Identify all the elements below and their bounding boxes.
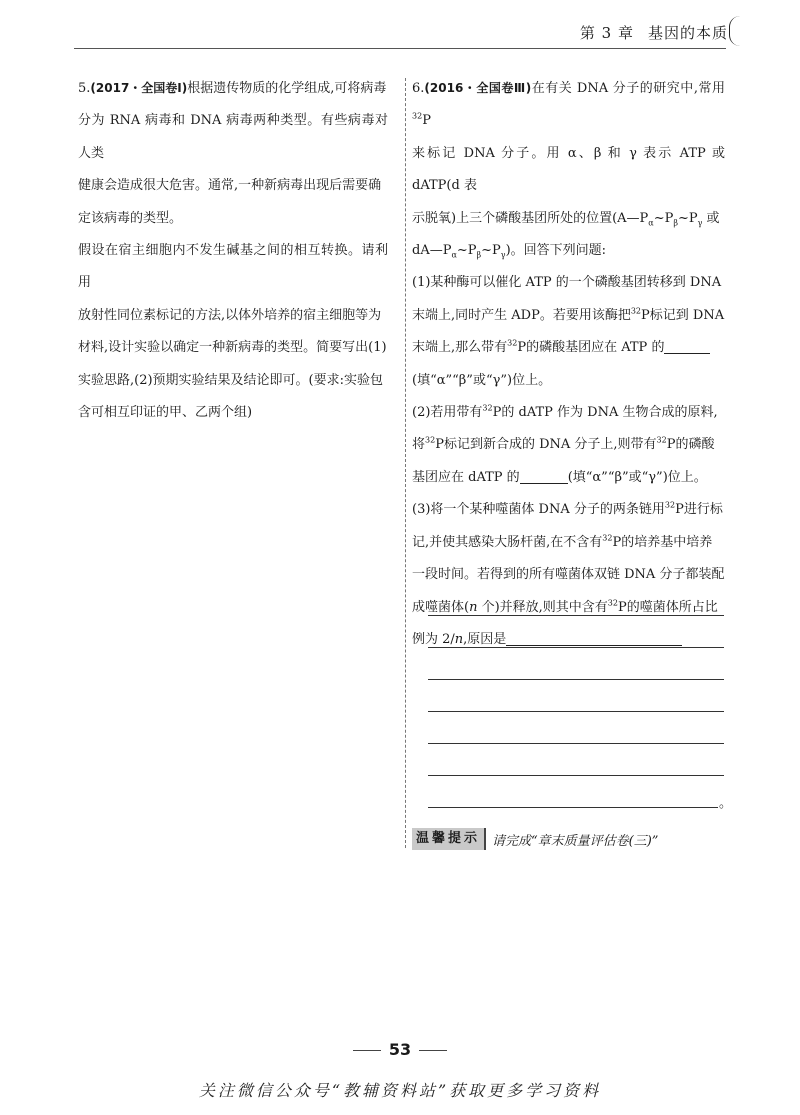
- q6-line: 来标记 DNA 分子。用 α、β 和 γ 表示 ATP 或 dATP(d 表: [412, 145, 725, 194]
- page-number: 53: [0, 1040, 800, 1059]
- answer-line[interactable]: [428, 711, 724, 712]
- chapter-number: 第 3 章: [579, 24, 634, 42]
- q6-line: 6.(2016・全国卷Ⅲ)在有关 DNA 分子的研究中,常用$^{32}$P: [412, 81, 725, 129]
- q5-line: 假设在宿主细胞内不发生碱基之间的相互转换。请利用: [78, 243, 388, 291]
- q5-line: 放射性同位素标记的方法,以体外培养的宿主细胞等为: [78, 307, 382, 323]
- header-bracket-mark: [729, 16, 740, 46]
- answer-blank-2[interactable]: [520, 465, 568, 484]
- q6-line: $dA—P_\alpha\sim P_\beta\sim P_\gamma$)。回答下列问题:: [412, 243, 607, 260]
- q5-line: 实验思路,(2)预期实验结果及结论即可。(要求:实验包: [78, 372, 383, 388]
- q5-line: 分为 RNA 病毒和 DNA 病毒两种类型。有些病毒对人类: [78, 113, 388, 161]
- q5-line: 材料,设计实验以确定一种新病毒的类型。简要写出(1): [78, 340, 387, 356]
- q6-part1: (1)某种酶可以催化 ATP 的一个磷酸基团转移到 DNA: [412, 275, 722, 291]
- answer-blank-1[interactable]: [664, 335, 710, 354]
- chapter-title: 基因的本质: [647, 24, 728, 42]
- tip-text: 请完成“章末质量评估卷(三)”: [492, 833, 659, 849]
- answer-line[interactable]: [428, 647, 724, 648]
- q6-line: 示脱氧)上三个磷酸基团所处的位置($A—P_\alpha\sim P_\beta\sim P_\gamma$ 或: [412, 210, 720, 228]
- answer-line[interactable]: [428, 743, 724, 744]
- q5-line: 5.(2017・全国卷Ⅰ)根据遗传物质的化学组成,可将病毒: [78, 81, 387, 96]
- tip-label: 温馨提示: [412, 828, 486, 850]
- final-period: 。: [718, 796, 732, 811]
- page-dash: [353, 1050, 381, 1051]
- header-rule: [74, 48, 726, 49]
- q6-line: 记,并使其感染大肠杆菌,在不含有$^{32}$P的培养基中培养: [412, 533, 713, 550]
- q6-line: 基团应在 dATP 的 (填“α”“β”或“γ”)位上。: [412, 462, 725, 494]
- q5-line: 健康会造成很大危害。通常,一种新病毒出现后需要确: [78, 178, 382, 194]
- answer-blank-3[interactable]: [506, 627, 682, 646]
- q6-source: (2016・全国卷Ⅲ): [424, 81, 532, 95]
- question-5: [78, 72, 388, 429]
- q6-part3: (3)将一个某种噬菌体 DNA 分子的两条链用$^{32}$P进行标: [412, 500, 723, 518]
- answer-line[interactable]: [428, 615, 724, 616]
- running-header: [580, 22, 728, 43]
- column-divider: [405, 78, 406, 848]
- answer-line[interactable]: [428, 775, 724, 776]
- q6-line: 末端上,那么带有$^{32}$P的磷酸基团应在 ATP 的: [412, 332, 725, 364]
- q6-line: 一段时间。若得到的所有噬菌体双链 DNA 分子都装配: [412, 567, 725, 583]
- q5-source: (2017・全国卷Ⅰ): [90, 81, 188, 95]
- q6-line: (填“α”“β”或“γ”)位上。: [412, 372, 552, 388]
- q6-line: 将$^{32}$P标记到新合成的 DNA 分子上,则带有$^{32}$P的磷酸: [412, 436, 715, 453]
- q5-line: 定该病毒的类型。: [78, 210, 183, 226]
- tip-banner: [412, 828, 724, 850]
- footer-note: 关注微信公众号“教辅资料站”获取更多学习资料: [198, 1081, 602, 1100]
- q6-line: 例为 2/n,原因是: [412, 624, 725, 656]
- page-dash: [419, 1050, 447, 1051]
- q6-line: 末端上,同时产生 ADP。若要用该酶把$^{32}$P标记到 DNA: [412, 306, 725, 323]
- q6-part2: (2)若用带有$^{32}$P的 dATP 作为 DNA 生物合成的原料,: [412, 403, 718, 421]
- q6-line: 成噬菌体(n 个)并释放,则其中含有$^{32}$P的噬菌体所占比: [412, 598, 718, 615]
- answer-line[interactable]: [428, 679, 724, 680]
- answer-line[interactable]: [428, 807, 718, 808]
- question-6: [412, 72, 725, 656]
- q5-line: 含可相互印证的甲、乙两个组): [78, 405, 253, 421]
